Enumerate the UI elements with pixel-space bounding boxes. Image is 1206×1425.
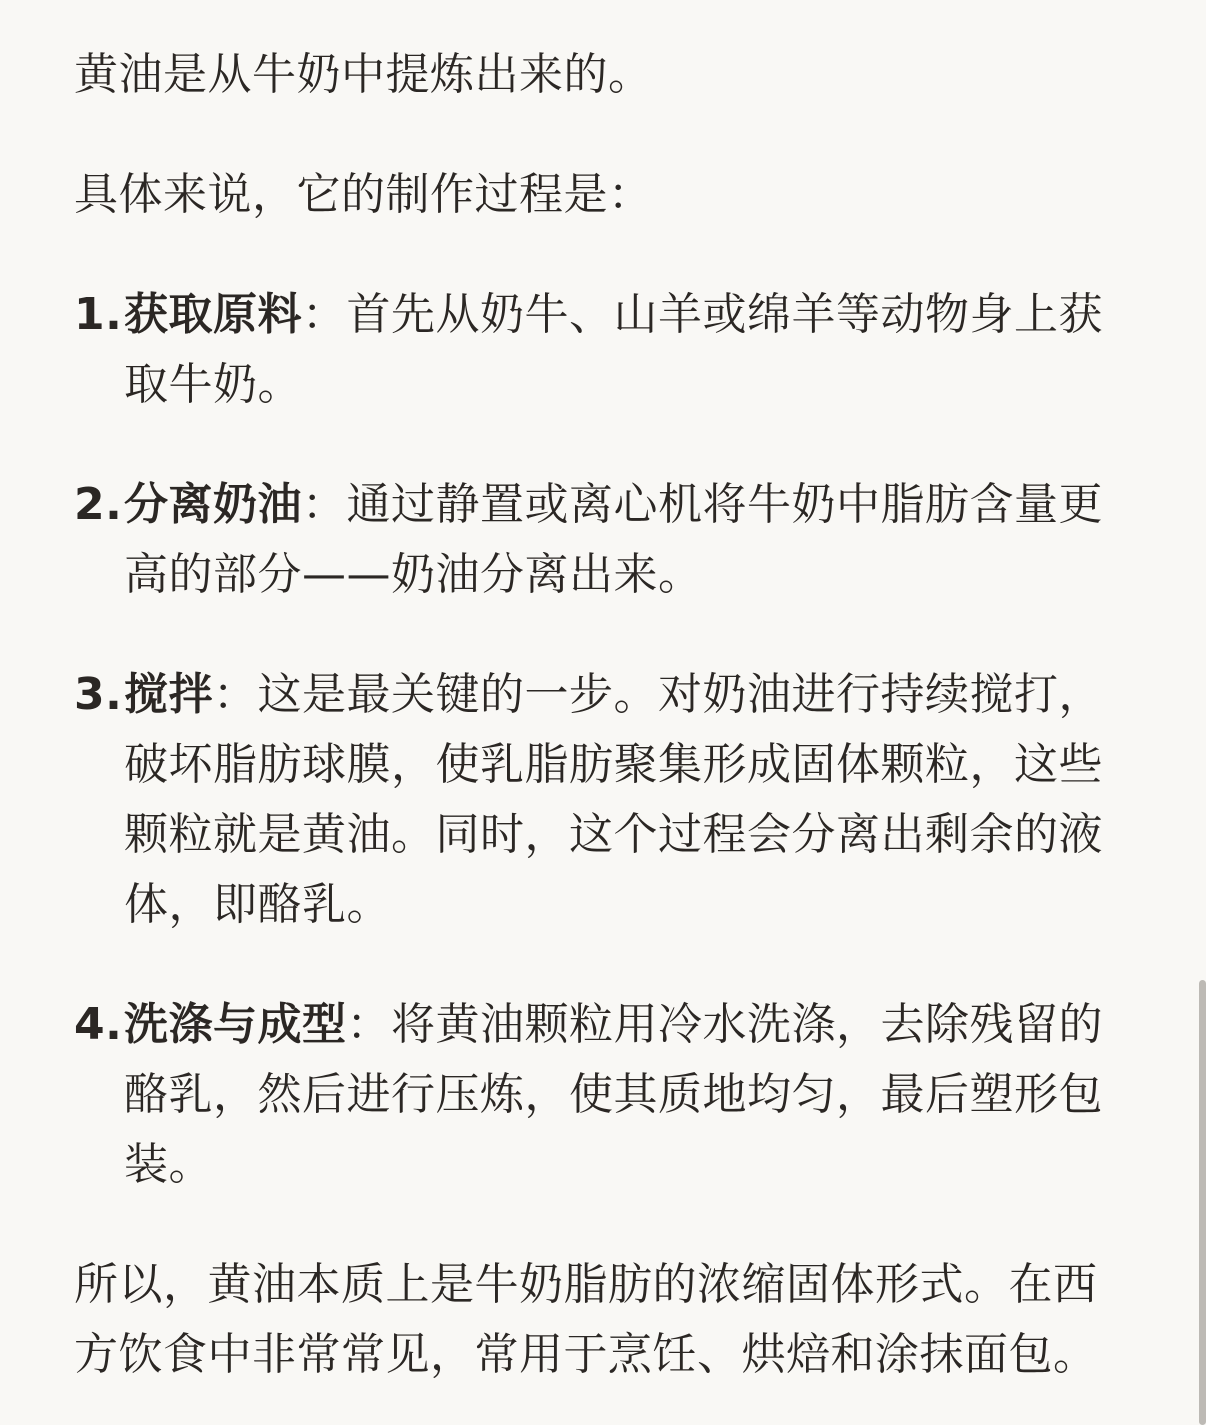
intro-text: 黄油是从牛奶中提炼出来的。 [74,49,653,100]
step-title: 洗涤与成型 [124,999,347,1050]
step-separator: ： [213,669,258,720]
step-separator: ： [302,479,347,530]
scrollbar[interactable] [1199,980,1206,1425]
list-item [74,470,1134,610]
step-title: 获取原料 [124,289,302,340]
step-number: 4. [74,999,123,1050]
step-text: 将黄油颗粒用冷水洗涤，去除残留的酪乳，然后进行压炼，使其质地均匀，最后塑形包装。 [124,999,1103,1190]
step-number: 3. [74,669,123,720]
step-text: 首先从奶牛、山羊或绵羊等动物身上获取牛奶。 [124,289,1103,410]
step-number: 2. [74,479,123,530]
list-item [74,660,1134,940]
list-item [74,990,1134,1200]
step-text: 这是最关键的一步。对奶油进行持续搅打，破坏脂肪球膜，使乳脂肪聚集形成固体颗粒，这些颗粒就是黄油。同时，这个过程会分离出剩余的液体，即酪乳。 [124,669,1103,930]
intro-lead-text: 具体来说，它的制作过程是： [74,169,653,220]
step-text: 通过静置或离心机将牛奶中脂肪含量更高的部分——奶油分离出来。 [124,479,1103,600]
message-content [74,40,1134,1390]
step-title: 搅拌 [124,669,213,720]
step-number: 1. [74,289,123,340]
step-separator: ： [302,289,347,340]
step-title: 分离奶油 [124,479,302,530]
conclusion-text: 所以，黄油本质上是牛奶脂肪的浓缩固体形式。在西方饮食中非常常见，常用于烹饪、烘焙和涂抹面包。 [74,1259,1098,1380]
steps-list [74,280,1134,1200]
list-item [74,280,1134,420]
step-separator: ： [346,999,391,1050]
